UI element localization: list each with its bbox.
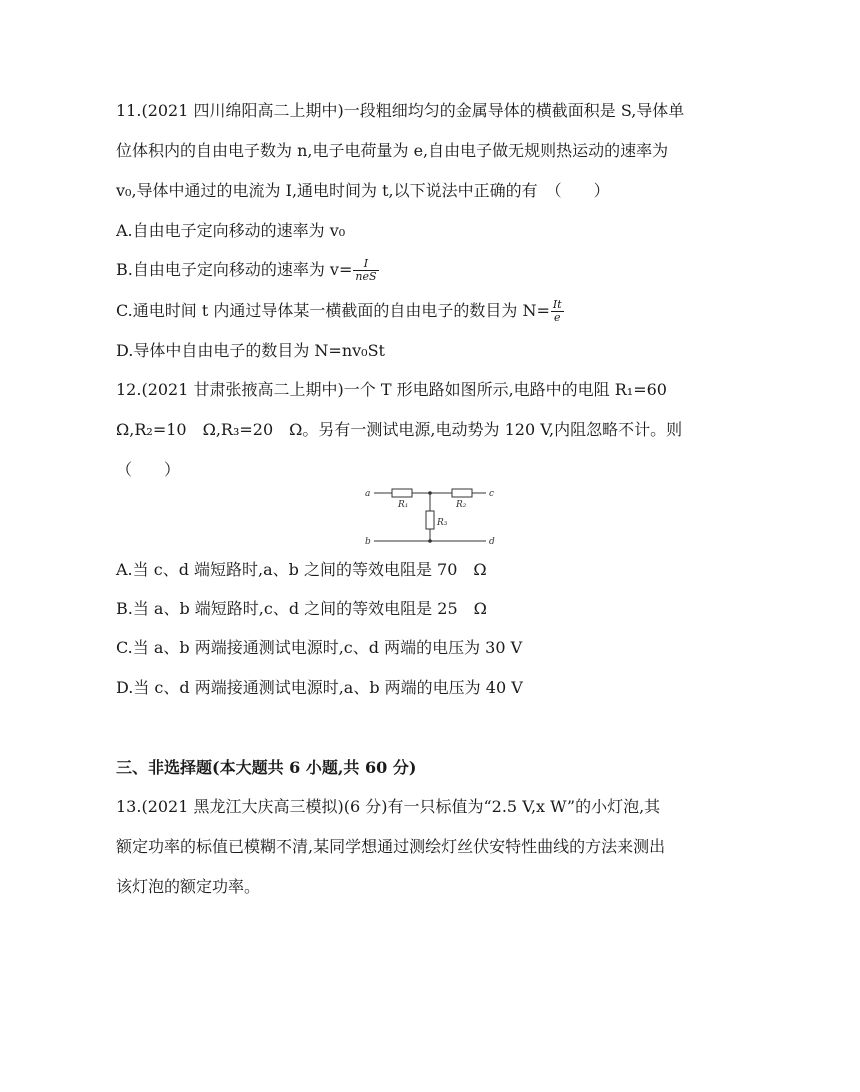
q11-stem-line3: v₀,导体中通过的电流为 I,通电时间为 t,以下说法中正确的有 （ ） [116, 181, 610, 200]
q13-stem-line3: 该灯泡的额定功率。 [116, 877, 261, 896]
junction-dot-top [428, 491, 432, 495]
q12-answer-paren: （ ） [116, 460, 181, 479]
q12-stem-line1: 12.(2021 甘肃张掖高二上期中)一个 T 形电路如图所示,电路中的电阻 R₁=60 [116, 380, 667, 399]
q12-option-b: B.当 a、b 端短路时,c、d 之间的等效电阻是 25 Ω [116, 599, 487, 618]
q13-stem-line1: 13.(2021 黑龙江大庆高三模拟)(6 分)有一只标值为“2.5 V,x W”的小灯泡,其 [116, 797, 661, 816]
r1-label: R₁ [398, 500, 409, 510]
r2-label: R₂ [456, 500, 467, 510]
q11-stem-line1: 11.(2021 四川绵阳高二上期中)一段粗细均匀的金属导体的横截面积是 S,导体单 [116, 101, 685, 120]
fraction-denominator: e [553, 311, 561, 324]
section-heading: 三、非选择题(本大题共 6 小题,共 60 分) [116, 758, 417, 777]
q11-option-c-fraction [551, 299, 564, 324]
q11-option-b-fraction [353, 258, 378, 283]
q11-stem-line2: 位体积内的自由电子数为 n,电子电荷量为 e,自由电子做无规则热运动的速率为 [116, 141, 669, 160]
q11-option-c-text: C.通电时间 t 内通过导体某一横截面的自由电子的数目为 N= [116, 301, 550, 320]
q11-option-d: D.导体中自由电子的数目为 N=nv₀St [116, 341, 385, 360]
fraction-numerator: It [552, 298, 562, 311]
terminal-b-label: b [365, 537, 371, 547]
q11-option-b-text: B.自由电子定向移动的速率为 v= [116, 260, 353, 279]
fraction-numerator: I [353, 258, 378, 271]
q11-option-a: A.自由电子定向移动的速率为 v₀ [116, 221, 346, 240]
q12-option-d: D.当 c、d 两端接通测试电源时,a、b 两端的电压为 40 V [116, 678, 523, 697]
fraction-denominator: neS [355, 270, 377, 283]
terminal-a-label: a [365, 489, 371, 499]
resistor-r1 [392, 489, 412, 497]
q13-stem-line2: 额定功率的标值已模糊不清,某同学想通过测绘灯丝伏安特性曲线的方法来测出 [116, 837, 666, 856]
junction-dot-bottom [428, 539, 432, 543]
resistor-r3 [426, 511, 434, 529]
t-circuit-diagram [362, 483, 502, 547]
q12-stem-line2: Ω,R₂=10 Ω,R₃=20 Ω。另有一测试电源,电动势为 120 V,内阻忽略不计。则 [116, 420, 683, 439]
q12-option-c: C.当 a、b 两端接通测试电源时,c、d 两端的电压为 30 V [116, 638, 523, 657]
r3-label: R₃ [437, 518, 448, 528]
resistor-r2 [452, 489, 472, 497]
terminal-c-label: c [489, 489, 495, 499]
terminal-d-label: d [489, 537, 495, 547]
q11-option-b [116, 258, 380, 283]
q11-option-c [116, 299, 565, 324]
q12-option-a: A.当 c、d 端短路时,a、b 之间的等效电阻是 70 Ω [116, 560, 487, 579]
